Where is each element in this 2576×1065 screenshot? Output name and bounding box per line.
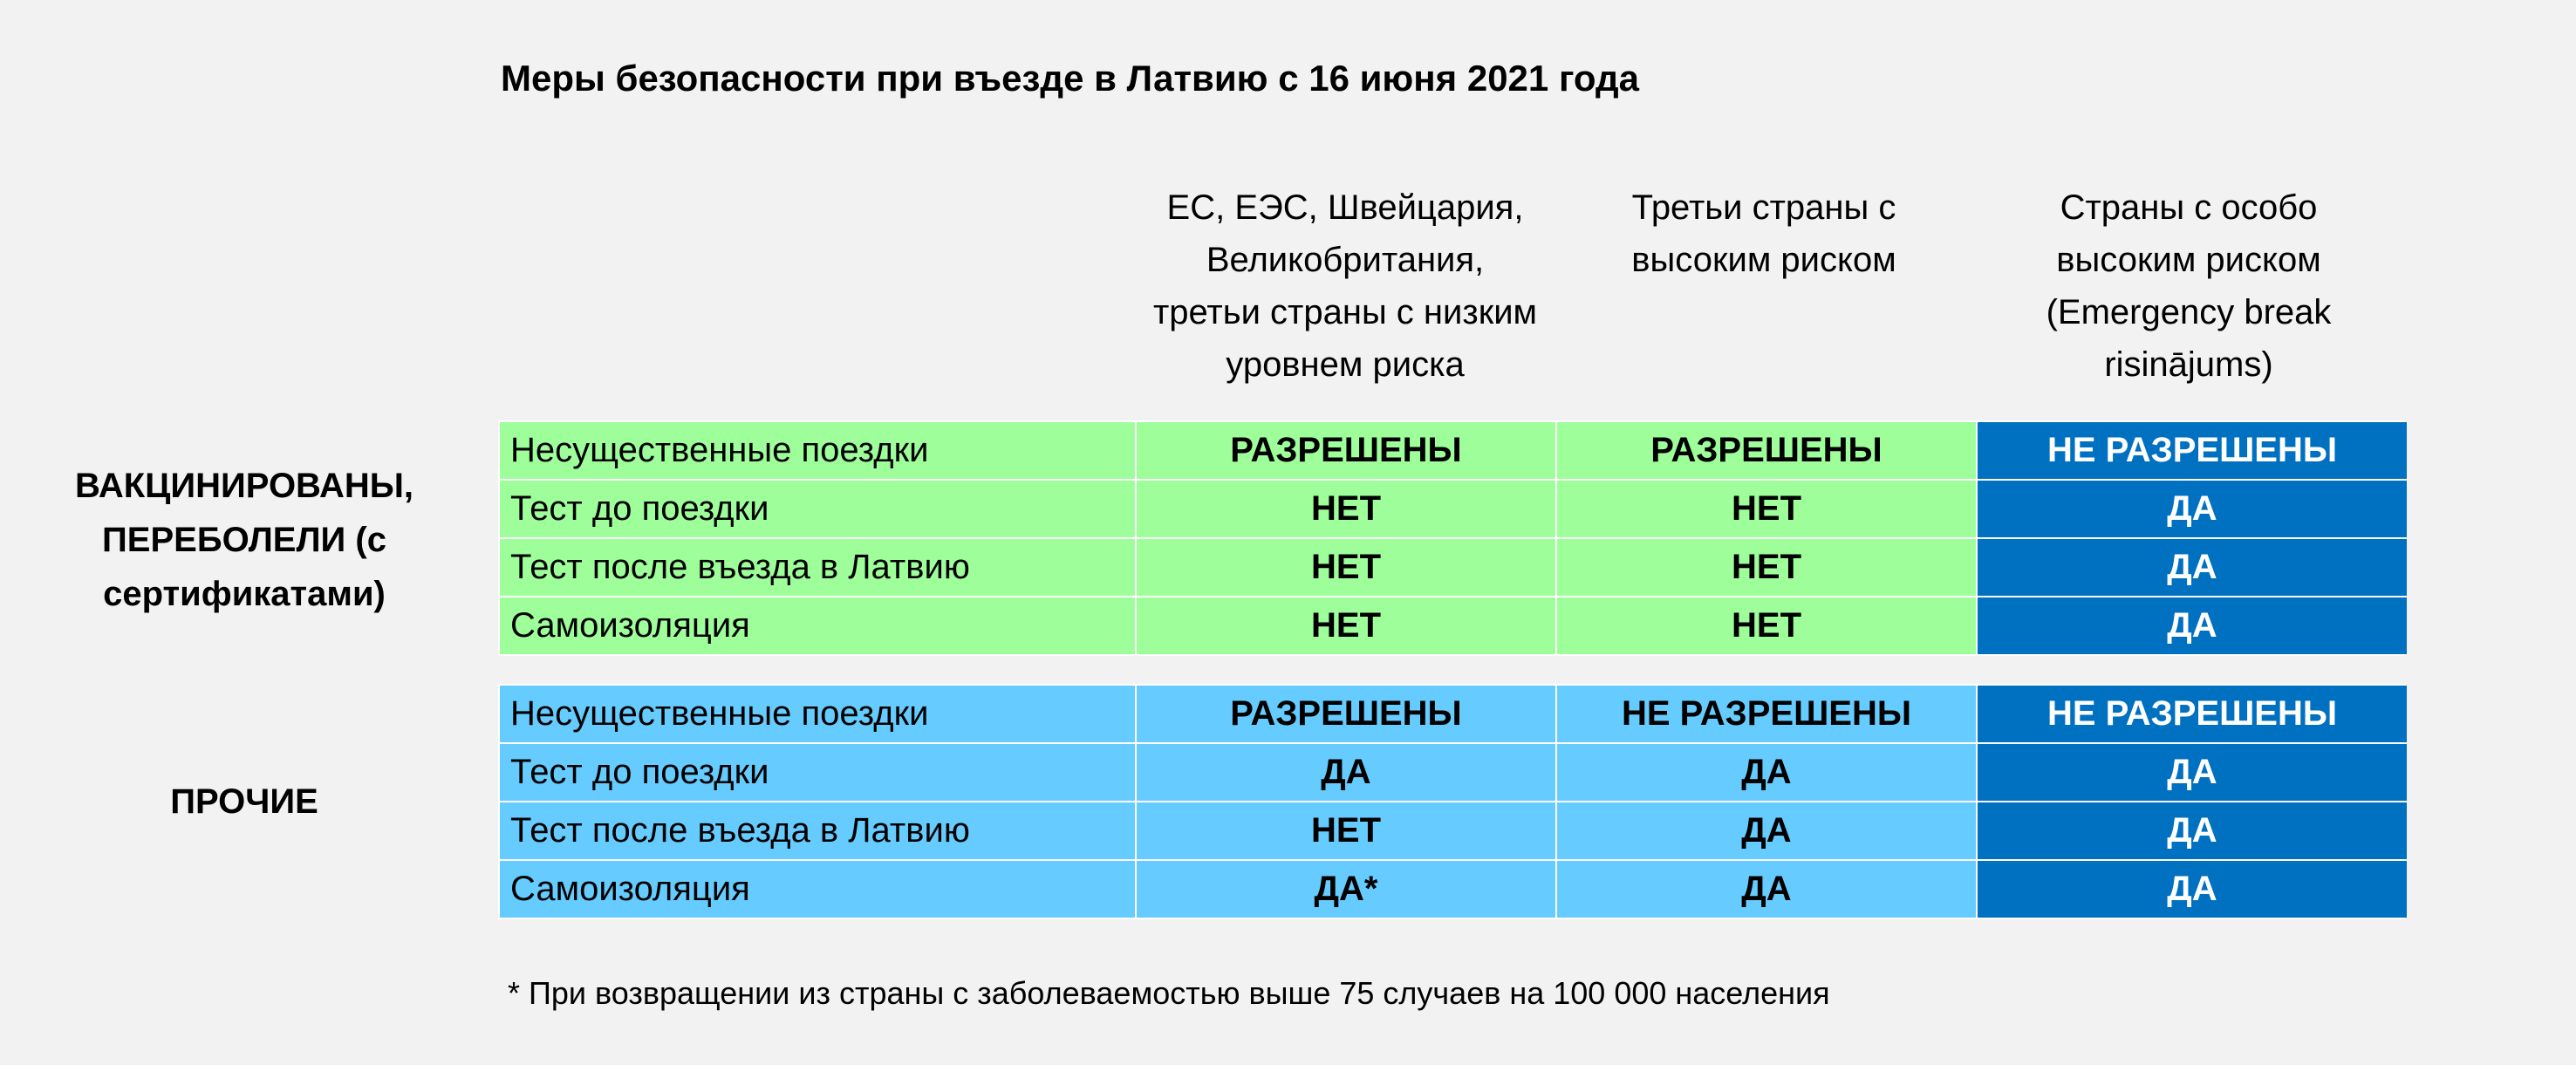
column-header-line: ЕС, ЕЭС, Швейцария, <box>1166 188 1524 227</box>
row-label: Несущественные поездки <box>500 686 1135 742</box>
column-header-line: Страны с особо <box>2060 188 2318 227</box>
table-cell: ДА <box>1137 744 1555 801</box>
row-label: Тест до поездки <box>500 744 1135 801</box>
table-cell: НЕТ <box>1557 597 1976 654</box>
column-header-line: Третьи страны с <box>1631 188 1896 227</box>
group-label-line: ПРОЧИЕ <box>170 782 318 821</box>
row-label: Тест после въезда в Латвию <box>500 802 1135 859</box>
column-header-line: (Emergency break <box>2046 293 2332 331</box>
column-header-low-risk <box>1137 181 1554 391</box>
table-cell: РАЗРЕШЕНЫ <box>1137 686 1555 742</box>
row-label: Тест после въезда в Латвию <box>500 539 1135 596</box>
column-header-very-high-risk <box>1974 181 2403 391</box>
table-cell: ДА <box>1557 744 1976 801</box>
row-label: Самоизоляция <box>500 861 1135 918</box>
row-label: Несущественные поездки <box>500 422 1135 479</box>
table-cell: НЕ РАЗРЕШЕНЫ <box>1978 686 2407 742</box>
group-label-vaccinated <box>35 459 454 621</box>
table-cell: ДА <box>1557 861 1976 918</box>
footnote: * При возвращении из страны с заболеваемостью выше 75 случаев на 100 000 населения <box>508 975 1830 1011</box>
table-cell: РАЗРЕШЕНЫ <box>1557 422 1976 479</box>
group-label-line: ВАКЦИНИРОВАНЫ, <box>74 467 413 505</box>
row-label: Самоизоляция <box>500 597 1135 654</box>
table-cell: ДА <box>1978 481 2407 537</box>
table-cell: НЕТ <box>1557 481 1976 537</box>
table-cell: ДА <box>1557 802 1976 859</box>
table-cell: ДА <box>1978 597 2407 654</box>
column-header-line: Великобритания, <box>1206 241 1485 279</box>
table-cell: НЕ РАЗРЕШЕНЫ <box>1557 686 1976 742</box>
table-cell: НЕТ <box>1137 802 1555 859</box>
group-label-line: ПЕРЕБОЛЕЛИ (с <box>102 521 386 559</box>
table-cell: ДА <box>1978 861 2407 918</box>
table-cell: ДА* <box>1137 861 1555 918</box>
table-cell: ДА <box>1978 802 2407 859</box>
table-cell: НЕТ <box>1137 597 1555 654</box>
table-cell: НЕТ <box>1557 539 1976 596</box>
column-header-line: высоким риском <box>2056 241 2321 279</box>
table-cell: РАЗРЕШЕНЫ <box>1137 422 1555 479</box>
group-label-others <box>35 775 454 829</box>
row-label: Тест до поездки <box>500 481 1135 537</box>
table-others <box>498 684 2405 919</box>
table-cell: НЕ РАЗРЕШЕНЫ <box>1978 422 2407 479</box>
page-title: Меры безопасности при въезде в Латвию с 16 июня 2021 года <box>500 58 1640 99</box>
column-header-line: уровнем риска <box>1226 345 1465 384</box>
column-header-high-risk <box>1555 181 1972 286</box>
table-cell: НЕТ <box>1137 481 1555 537</box>
group-label-line: сертификатами) <box>103 575 386 613</box>
column-header-line: высоким риском <box>1631 241 1896 279</box>
table-cell: ДА <box>1978 539 2407 596</box>
column-header-line: третьи страны с низким <box>1152 293 1538 331</box>
table-cell: ДА <box>1978 744 2407 801</box>
table-vaccinated <box>498 420 2405 656</box>
column-header-line: risinājums) <box>2104 345 2273 384</box>
table-cell: НЕТ <box>1137 539 1555 596</box>
